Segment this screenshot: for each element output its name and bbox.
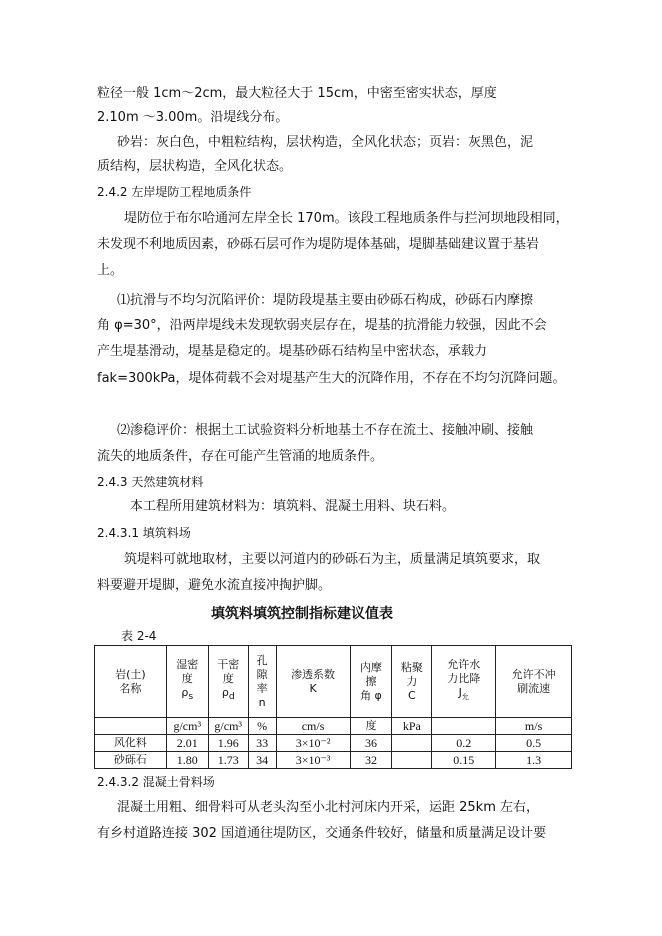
value-cell <box>392 752 432 769</box>
unit-cell <box>432 718 496 735</box>
body-line: 流失的地质条件，存在可能产生管涌的地质条件。 <box>97 449 384 464</box>
table-header-row <box>95 646 572 718</box>
body-line: 角 φ=30°，沿两岸堤线未发现软弱夹层存在，堤基的抗滑能力较强，因此不会 <box>97 318 547 333</box>
value-cell: 0.5 <box>496 735 572 752</box>
unit-cell: % <box>248 718 276 735</box>
value-cell: 34 <box>248 752 276 769</box>
value-cell: 1.73 <box>208 752 248 769</box>
body-line: 料要避开堤脚，避免水流直接冲掏护脚。 <box>97 578 332 593</box>
header-cell: 允许不冲 刷流速 <box>496 646 572 718</box>
body-line: 未发现不利地质因素，砂砾石层可作为堤防堤体基础，堤脚基础建议置于基岩 <box>97 237 540 252</box>
body-line: 混凝土用粗、细骨料可从老头沟至小北村河床内开采，运距 25km 左右， <box>117 800 539 815</box>
value-cell: 33 <box>248 735 276 752</box>
value-cell: 3×10⁻³ <box>276 752 350 769</box>
header-cell: 渗透系数 K <box>276 646 350 718</box>
section-heading: 2.4.3.2 混凝土骨料场 <box>97 775 215 789</box>
section-heading: 2.4.2 左岸堤防工程地质条件 <box>97 185 252 199</box>
header-cell: 湿密 度 $\rho_s$ <box>166 646 208 718</box>
unit-cell: 度 <box>350 718 392 735</box>
unit-cell: kPa <box>392 718 432 735</box>
body-line: 砂岩：灰白色，中粗粒结构，层状构造，全风化状态；页岩：灰黑色，泥 <box>117 135 534 150</box>
value-cell: 3×10⁻² <box>276 735 350 752</box>
body-line: 堤防位于布尔哈通河左岸全长 170m。该段工程地质条件与拦河坝地段相同， <box>124 211 569 226</box>
table-row <box>95 752 572 769</box>
table-title: 填筑料填筑控制指标建议值表 <box>211 606 393 622</box>
body-line: fak=300kPa，堤体荷载不会对堤基产生大的沉降作用，不存在不均匀沉降问题。 <box>97 371 566 386</box>
header-cell: 孔 隙 率 n <box>248 646 276 718</box>
header-cell: 内摩 擦 角 φ <box>350 646 392 718</box>
body-line: 产生堤基滑动，堤基是稳定的。堤基砂砾石结构呈中密状态，承载力 <box>97 344 488 359</box>
value-cell: 1.80 <box>166 752 208 769</box>
header-cell: 岩(土) 名称 <box>95 646 167 718</box>
section-heading: 2.4.3 天然建筑材料 <box>97 475 204 489</box>
material-name-cell: 风化料 <box>95 735 167 752</box>
header-cell: 粘聚 力 C <box>392 646 432 718</box>
value-cell: 2.01 <box>166 735 208 752</box>
body-line: 上。 <box>97 263 124 278</box>
header-cell: 允许水 力比降 $J_允$ <box>432 646 496 718</box>
header-cell: 干密 度 $\rho_d$ <box>208 646 248 718</box>
unit-cell <box>95 718 167 735</box>
value-cell: 0.2 <box>432 735 496 752</box>
table-row <box>95 735 572 752</box>
body-line: 粒径一般 1cm～2cm，最大粒径大于 15cm，中密至密实状态，厚度 <box>97 86 497 101</box>
value-cell: 36 <box>350 735 392 752</box>
unit-cell: cm/s <box>276 718 350 735</box>
value-cell: 32 <box>350 752 392 769</box>
body-line: 质结构，层状构造，全风化状态。 <box>97 159 293 174</box>
value-cell <box>392 735 432 752</box>
body-line: 有乡村道路连接 302 国道通往堤防区，交通条件较好，储量和质量满足设计要 <box>97 826 547 841</box>
unit-cell: g/cm³ <box>208 718 248 735</box>
body-line: ⑵渗稳评价：根据土工试验资料分析地基土不存在流土、接触冲刷、接触 <box>117 423 534 438</box>
value-cell: 1.96 <box>208 735 248 752</box>
unit-cell: m/s <box>496 718 572 735</box>
body-line: 本工程所用建筑材料为：填筑料、混凝土用料、块石料。 <box>130 499 456 514</box>
table-label: 表 2-4 <box>121 629 157 643</box>
material-name-cell: 砂砾石 <box>95 752 167 769</box>
unit-cell: g/cm³ <box>166 718 208 735</box>
body-line: 筑堤料可就地取材，主要以河道内的砂砾石为主，质量满足填筑要求，取 <box>124 552 541 567</box>
value-cell: 0.15 <box>432 752 496 769</box>
body-line: ⑴抗滑与不均匀沉陷评价：堤防段堤基主要由砂砾石构成，砂砾石内摩擦 <box>117 293 534 308</box>
body-line: 2.10m ～3.00m。沿堤线分布。 <box>97 110 289 125</box>
section-heading: 2.4.3.1 填筑料场 <box>97 526 191 540</box>
fill-material-table <box>94 645 572 769</box>
table-unit-row <box>95 718 572 735</box>
value-cell: 1.3 <box>496 752 572 769</box>
